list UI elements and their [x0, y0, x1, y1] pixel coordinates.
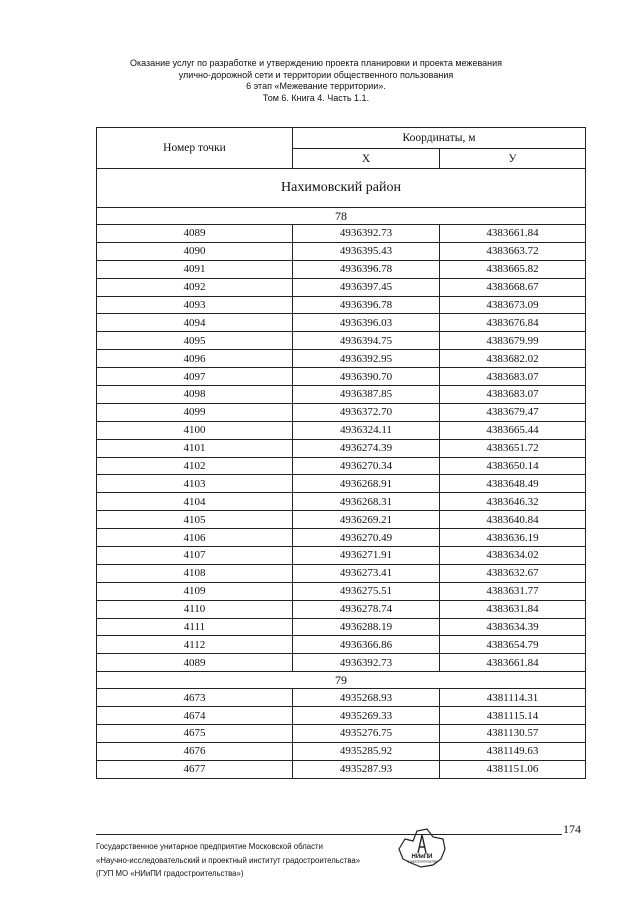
- table-row: [97, 618, 586, 636]
- org-line-1: Государственное унитарное предприятие Московской области: [96, 842, 323, 851]
- x-coordinate-cell: 4936392.73: [293, 654, 440, 672]
- table-row: [97, 225, 586, 243]
- table-row: [97, 475, 586, 493]
- y-coordinate-cell: 4383651.72: [440, 439, 586, 457]
- table-row: [97, 386, 586, 404]
- y-coordinate-cell: 4383640.84: [440, 511, 586, 529]
- point-number-cell: 4104: [97, 493, 293, 511]
- district-name: Нахимовский район: [97, 169, 586, 208]
- point-number-cell: 4092: [97, 278, 293, 296]
- x-coordinate-cell: 4936392.95: [293, 350, 440, 368]
- x-coordinate-cell: 4935269.33: [293, 707, 440, 725]
- x-coordinate-cell: 4936396.03: [293, 314, 440, 332]
- table-row: [97, 421, 586, 439]
- point-number-cell: 4677: [97, 760, 293, 778]
- section-row: [97, 208, 586, 225]
- y-coordinate-cell: 4383673.09: [440, 296, 586, 314]
- y-coordinate-cell: 4383661.84: [440, 654, 586, 672]
- x-coordinate-cell: 4936397.45: [293, 278, 440, 296]
- table-row: [97, 636, 586, 654]
- y-coordinate-cell: 4383654.79: [440, 636, 586, 654]
- organization-logo-icon: [395, 823, 450, 871]
- point-number-cell: 4089: [97, 225, 293, 243]
- y-coordinate-cell: 4381130.57: [440, 725, 586, 743]
- table-row: [97, 493, 586, 511]
- y-coordinate-cell: 4383646.32: [440, 493, 586, 511]
- point-number-cell: 4097: [97, 368, 293, 386]
- point-number-cell: 4107: [97, 547, 293, 565]
- point-number-cell: 4105: [97, 511, 293, 529]
- column-header-coordinates: Координаты, м: [293, 128, 586, 149]
- point-number-cell: 4111: [97, 618, 293, 636]
- point-number-cell: 4089: [97, 654, 293, 672]
- y-coordinate-cell: 4383632.67: [440, 564, 586, 582]
- y-coordinate-cell: 4383650.14: [440, 457, 586, 475]
- point-number-cell: 4110: [97, 600, 293, 618]
- y-coordinate-cell: 4383679.99: [440, 332, 586, 350]
- y-coordinate-cell: 4383634.39: [440, 618, 586, 636]
- table-row: [97, 707, 586, 725]
- point-number-cell: 4101: [97, 439, 293, 457]
- x-coordinate-cell: 4936324.11: [293, 421, 440, 439]
- logo-subtext: градостроительства: [407, 859, 437, 864]
- table-row: [97, 296, 586, 314]
- y-coordinate-cell: 4381114.31: [440, 689, 586, 707]
- page-number: 174: [563, 822, 581, 836]
- point-number-cell: 4090: [97, 242, 293, 260]
- y-coordinate-cell: 4383683.07: [440, 386, 586, 404]
- y-coordinate-cell: 4383631.84: [440, 600, 586, 618]
- point-number-cell: 4112: [97, 636, 293, 654]
- x-coordinate-cell: 4936395.43: [293, 242, 440, 260]
- table-row: [97, 260, 586, 278]
- table-row: [97, 564, 586, 582]
- x-coordinate-cell: 4936268.91: [293, 475, 440, 493]
- table-row: [97, 350, 586, 368]
- section-row: [97, 672, 586, 689]
- point-number-cell: 4093: [97, 296, 293, 314]
- column-header-y: У: [440, 149, 586, 169]
- x-coordinate-cell: 4936396.78: [293, 296, 440, 314]
- point-number-cell: 4109: [97, 582, 293, 600]
- x-coordinate-cell: 4936271.91: [293, 547, 440, 565]
- logo-text: НИиПИ: [411, 854, 433, 860]
- point-number-cell: 4103: [97, 475, 293, 493]
- y-coordinate-cell: 4383665.82: [440, 260, 586, 278]
- point-number-cell: 4096: [97, 350, 293, 368]
- table-row: [97, 600, 586, 618]
- x-coordinate-cell: 4936366.86: [293, 636, 440, 654]
- column-header-x: Х: [293, 149, 440, 169]
- table-row: [97, 332, 586, 350]
- point-number-cell: 4094: [97, 314, 293, 332]
- section-label: 79: [97, 672, 586, 689]
- point-number-cell: 4099: [97, 403, 293, 421]
- table-row: [97, 547, 586, 565]
- document-header: [0, 58, 632, 104]
- y-coordinate-cell: 4383636.19: [440, 529, 586, 547]
- point-number-cell: 4106: [97, 529, 293, 547]
- point-number-cell: 4675: [97, 725, 293, 743]
- x-coordinate-cell: 4935285.92: [293, 742, 440, 760]
- x-coordinate-cell: 4936270.49: [293, 529, 440, 547]
- y-coordinate-cell: 4383676.84: [440, 314, 586, 332]
- district-row: [97, 169, 586, 208]
- y-coordinate-cell: 4381115.14: [440, 707, 586, 725]
- x-coordinate-cell: 4936278.74: [293, 600, 440, 618]
- column-header-point-number: Номер точки: [97, 128, 293, 169]
- org-line-3: (ГУП МО «НИиПИ градостроительства»): [96, 869, 244, 878]
- y-coordinate-cell: 4383683.07: [440, 368, 586, 386]
- y-coordinate-cell: 4383665.44: [440, 421, 586, 439]
- point-number-cell: 4091: [97, 260, 293, 278]
- table-row: [97, 439, 586, 457]
- y-coordinate-cell: 4383661.84: [440, 225, 586, 243]
- x-coordinate-cell: 4936269.21: [293, 511, 440, 529]
- x-coordinate-cell: 4936394.75: [293, 332, 440, 350]
- table-row: [97, 742, 586, 760]
- table-row: [97, 689, 586, 707]
- table-row: [97, 457, 586, 475]
- x-coordinate-cell: 4936288.19: [293, 618, 440, 636]
- x-coordinate-cell: 4936270.34: [293, 457, 440, 475]
- y-coordinate-cell: 4383663.72: [440, 242, 586, 260]
- y-coordinate-cell: 4381149.63: [440, 742, 586, 760]
- table-row: [97, 511, 586, 529]
- x-coordinate-cell: 4936275.51: [293, 582, 440, 600]
- x-coordinate-cell: 4936372.70: [293, 403, 440, 421]
- point-number-cell: 4102: [97, 457, 293, 475]
- point-number-cell: 4676: [97, 742, 293, 760]
- point-number-cell: 4673: [97, 689, 293, 707]
- header-line-3: 6 этап «Межевание территории».: [246, 81, 386, 91]
- table-row: [97, 314, 586, 332]
- table-row: [97, 582, 586, 600]
- y-coordinate-cell: 4383668.67: [440, 278, 586, 296]
- point-number-cell: 4100: [97, 421, 293, 439]
- point-number-cell: 4674: [97, 707, 293, 725]
- table-row: [97, 368, 586, 386]
- x-coordinate-cell: 4935287.93: [293, 760, 440, 778]
- x-coordinate-cell: 4936273.41: [293, 564, 440, 582]
- x-coordinate-cell: 4936387.85: [293, 386, 440, 404]
- organization-info: [96, 840, 360, 881]
- y-coordinate-cell: 4383634.02: [440, 547, 586, 565]
- x-coordinate-cell: 4936268.31: [293, 493, 440, 511]
- x-coordinate-cell: 4936392.73: [293, 225, 440, 243]
- x-coordinate-cell: 4935276.75: [293, 725, 440, 743]
- table-row: [97, 760, 586, 778]
- point-number-cell: 4098: [97, 386, 293, 404]
- y-coordinate-cell: 4383682.02: [440, 350, 586, 368]
- org-line-2: «Научно-исследовательский и проектный институт градостроительства»: [96, 855, 361, 865]
- header-line-4: Том 6. Книга 4. Часть 1.1.: [262, 92, 370, 103]
- footer-divider: [96, 834, 562, 835]
- table-row: [97, 725, 586, 743]
- table-body: [97, 169, 586, 779]
- y-coordinate-cell: 4383679.47: [440, 403, 586, 421]
- table-row: [97, 278, 586, 296]
- table-row: [97, 654, 586, 672]
- table-row: [97, 529, 586, 547]
- x-coordinate-cell: 4935268.93: [293, 689, 440, 707]
- coordinates-table: [96, 127, 586, 779]
- y-coordinate-cell: 4381151.06: [440, 760, 586, 778]
- table-row: [97, 403, 586, 421]
- header-line-2: улично-дорожной сети и территории общественного пользования: [178, 69, 454, 80]
- header-line-1: Оказание услуг по разработке и утверждению проекта планировки и проекта межевания: [129, 58, 503, 68]
- point-number-cell: 4095: [97, 332, 293, 350]
- point-number-cell: 4108: [97, 564, 293, 582]
- y-coordinate-cell: 4383648.49: [440, 475, 586, 493]
- y-coordinate-cell: 4383631.77: [440, 582, 586, 600]
- section-label: 78: [97, 208, 586, 225]
- x-coordinate-cell: 4936274.39: [293, 439, 440, 457]
- table-row: [97, 242, 586, 260]
- x-coordinate-cell: 4936390.70: [293, 368, 440, 386]
- x-coordinate-cell: 4936396.78: [293, 260, 440, 278]
